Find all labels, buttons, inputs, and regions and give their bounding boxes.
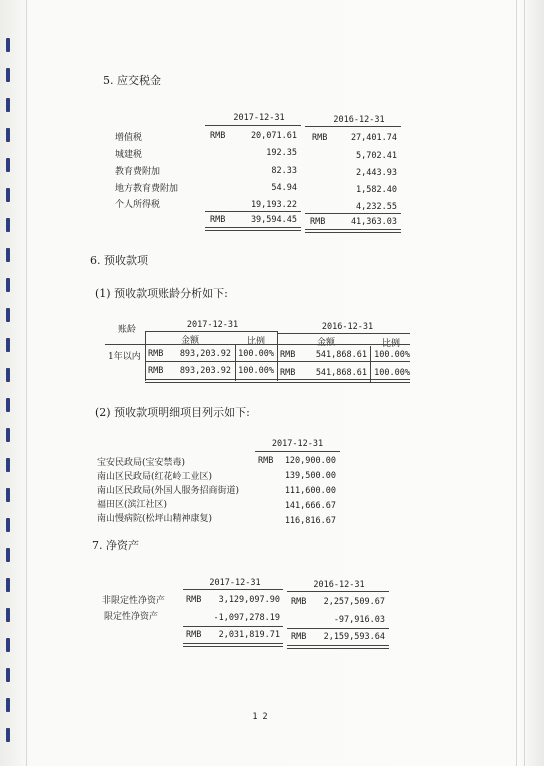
age-vrule [370, 346, 371, 383]
age-amt-2016: 541,868.61 [315, 350, 367, 360]
tax-row-2016: 4,232.55 [356, 202, 397, 212]
detail-cur: RMB [258, 456, 274, 466]
age-header: 账龄 [118, 325, 137, 335]
equity-row-2017: 3,129,097.90 [218, 595, 280, 605]
tax-total-rule [205, 211, 301, 212]
tax-row-2016: 2,443.93 [356, 168, 397, 178]
page-edge-line [516, 0, 517, 766]
detail-label: 南山慢病院(松坪山精神康复) [97, 514, 213, 524]
tax-row-2016: 1,582.40 [356, 185, 397, 195]
tax-row-2016: 5,702.41 [356, 151, 397, 161]
tax-header-rule [305, 126, 401, 127]
tax-col-2017: 2017-12-31 [233, 113, 285, 123]
equity-row-label: 限定性净资产 [104, 612, 159, 622]
tax-row-cur: RMB [210, 131, 226, 141]
advance-sub1: (1) 预收款项账龄分析如下: [95, 287, 228, 300]
age-total-ratio-2017: 100.00% [238, 366, 274, 376]
amount-header: 金额 [180, 336, 199, 346]
equity-total-cur: RMB [186, 630, 202, 640]
detail-label: 南山区民政局(红花岭工业区) [97, 472, 213, 482]
equity-total-rule [287, 628, 389, 629]
equity-row-2016: 2,257,509.67 [323, 597, 385, 607]
equity-col-2017: 2017-12-31 [209, 578, 261, 588]
age-total-2017: 893,203.92 [179, 366, 231, 376]
amount-header: 金额 [316, 338, 335, 348]
equity-total-rule [183, 626, 283, 627]
tax-total-rule [305, 213, 401, 214]
age-row-cur-2016: RMB [280, 350, 296, 360]
tax-total-cur-2016: RMB [310, 217, 326, 227]
age-row-label: 1年以内 [108, 352, 141, 362]
tax-row-label: 增值税 [115, 133, 143, 143]
tax-row-2017: 192.35 [266, 148, 297, 158]
detail-label: 福田区(滨江社区) [97, 500, 168, 510]
age-double-rule [145, 379, 410, 383]
tax-heading: 5. 应交税金 [103, 74, 161, 87]
detail-col-2017: 2017-12-31 [271, 439, 324, 449]
detail-value: 139,500.00 [284, 471, 336, 481]
equity-double-rule [287, 645, 389, 649]
age-rule [105, 344, 410, 345]
equity-rule [287, 591, 389, 592]
age-total-ratio-2016: 100.00% [374, 368, 410, 378]
detail-label: 宝安民政局(宝安禁毒) [97, 458, 186, 468]
advance-heading: 6. 预收款项 [90, 254, 148, 267]
age-rule [145, 331, 277, 332]
detail-value: 120,900.00 [284, 456, 336, 466]
tax-row-2016: 27,401.74 [350, 133, 397, 143]
detail-label: 南山区民政局(外国人服务招商街道) [97, 486, 240, 496]
tax-total-cur: RMB [210, 215, 226, 225]
age-ratio-2016: 100.00% [374, 350, 410, 360]
page-edge-line [26, 0, 27, 766]
age-amt-2017: 893,203.92 [179, 349, 231, 359]
equity-row-cur: RMB [186, 595, 202, 605]
equity-heading: 7. 净资产 [92, 539, 139, 552]
equity-row-cur-2016: RMB [291, 597, 307, 607]
tax-header-rule [205, 125, 301, 126]
equity-rule [183, 589, 283, 590]
equity-total-cur-2016: RMB [291, 632, 307, 642]
equity-row-2017: -1,097,278.19 [213, 613, 280, 623]
tax-row-2017: 20,071.61 [250, 131, 297, 141]
tax-total-2017: 39,594.45 [250, 215, 297, 225]
age-col-2016: 2016-12-31 [321, 322, 374, 332]
tax-double-rule [205, 227, 301, 231]
tax-row-2017: 19,193.22 [250, 200, 297, 210]
equity-double-rule [183, 643, 283, 647]
detail-value: 111,600.00 [284, 486, 336, 496]
age-col-2017: 2017-12-31 [186, 320, 239, 330]
tax-col-2016: 2016-12-31 [333, 115, 385, 125]
age-rule [278, 333, 410, 334]
equity-row-label: 非限定性净资产 [102, 596, 166, 606]
page-edge-line [524, 0, 525, 766]
equity-total-2016: 2,159,593.64 [323, 632, 385, 642]
age-total-2016: 541,868.61 [315, 368, 367, 378]
tax-row-label: 地方教育费附加 [115, 184, 179, 194]
detail-rule [255, 451, 340, 452]
age-total-cur-2016: RMB [280, 368, 296, 378]
detail-value: 141,666.67 [284, 501, 336, 511]
age-total-cur: RMB [148, 366, 164, 376]
tax-row-2017: 82.33 [271, 166, 297, 176]
equity-col-2016: 2016-12-31 [313, 580, 365, 590]
age-vrule [277, 331, 278, 381]
tax-row-cur-2016: RMB [312, 133, 328, 143]
ratio-header: 比例 [381, 339, 400, 349]
tax-row-label: 城建税 [115, 150, 143, 160]
tax-row-label: 教育费附加 [115, 167, 161, 177]
advance-sub2: (2) 预收款项明细项目列示如下: [95, 406, 250, 419]
tax-total-2016: 41,363.03 [350, 217, 397, 227]
age-rule [145, 361, 410, 362]
page-number: 1 2 [252, 712, 268, 722]
detail-value: 116,816.67 [284, 516, 336, 526]
tax-row-2017: 54.94 [271, 183, 297, 193]
age-row-cur: RMB [148, 349, 164, 359]
equity-row-2016: -97,916.03 [333, 615, 385, 625]
seal-edge [530, 330, 540, 420]
tax-double-rule [305, 229, 401, 233]
ratio-header: 比例 [246, 337, 265, 347]
equity-total-2017: 2,031,819.71 [218, 630, 280, 640]
age-vrule [235, 344, 236, 381]
age-ratio-2017: 100.00% [238, 349, 274, 359]
age-vrule [145, 331, 146, 381]
tax-row-label: 个人所得税 [115, 200, 161, 210]
